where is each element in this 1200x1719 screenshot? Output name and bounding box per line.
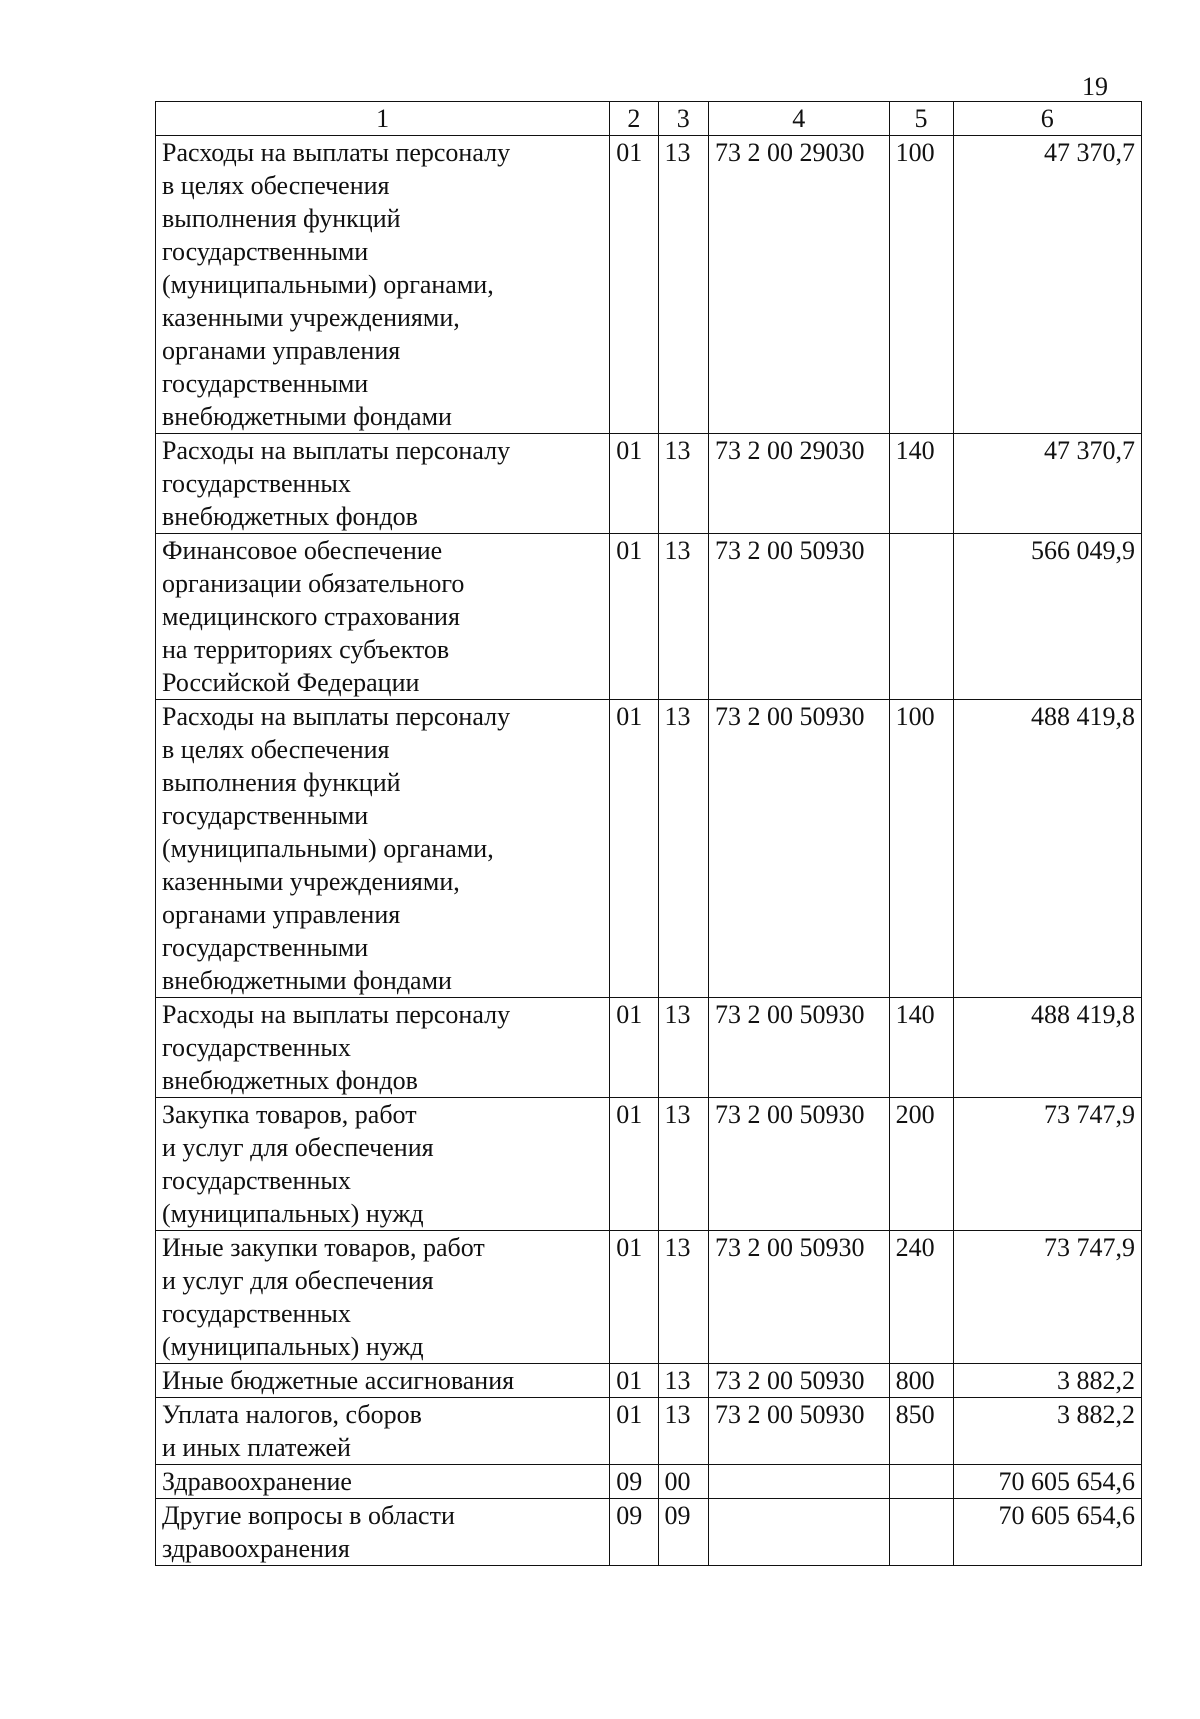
amount-cell: 70 605 654,6 [953, 1499, 1141, 1566]
table-row [156, 1499, 1142, 1566]
target-article-cell: 73 2 00 50930 [708, 998, 889, 1098]
expense-name-line: государственных [162, 1166, 351, 1195]
target-article-cell: 73 2 00 29030 [708, 434, 889, 534]
expense-name-cell [156, 1465, 610, 1499]
expense-type-cell: 800 [889, 1364, 953, 1398]
expense-name-line: Расходы на выплаты персоналу [162, 702, 511, 731]
expense-name-line: на территориях субъектов [162, 635, 450, 664]
amount-cell: 488 419,8 [953, 998, 1141, 1098]
expense-name-line: Финансовое обеспечение [162, 536, 443, 565]
expense-name-line: Закупка товаров, работ [162, 1100, 417, 1129]
expense-name-line: здравоохранения [162, 1534, 350, 1563]
expense-name-line: (муниципальных) нужд [162, 1332, 424, 1361]
expense-name-cell [156, 136, 610, 434]
amount-cell: 566 049,9 [953, 534, 1141, 700]
target-article-cell: 73 2 00 50930 [708, 1231, 889, 1364]
section-cell: 09 [610, 1499, 658, 1566]
expense-name-line: в целях обеспечения [162, 735, 390, 764]
header-col-3: 3 [658, 102, 708, 136]
table-row [156, 1398, 1142, 1465]
expense-name-line: внебюджетными фондами [162, 966, 452, 995]
subsection-cell: 13 [658, 534, 708, 700]
section-cell: 01 [610, 136, 658, 434]
header-col-6: 6 [953, 102, 1141, 136]
table-row [156, 1465, 1142, 1499]
section-cell: 09 [610, 1465, 658, 1499]
expense-name-line: Расходы на выплаты персоналу [162, 1000, 511, 1029]
header-col-1: 1 [156, 102, 610, 136]
section-cell: 01 [610, 1364, 658, 1398]
expense-name-line: государственными [162, 933, 369, 962]
section-cell: 01 [610, 534, 658, 700]
expense-name-line: Расходы на выплаты персоналу [162, 436, 511, 465]
expense-type-cell [889, 1465, 953, 1499]
expense-name-cell [156, 1364, 610, 1398]
amount-cell: 3 882,2 [953, 1398, 1141, 1465]
subsection-cell: 13 [658, 136, 708, 434]
target-article-cell: 73 2 00 50930 [708, 1364, 889, 1398]
expense-name-line: внебюджетными фондами [162, 402, 452, 431]
header-col-2: 2 [610, 102, 658, 136]
expense-name-line: внебюджетных фондов [162, 1066, 418, 1095]
table-row [156, 1364, 1142, 1398]
target-article-cell: 73 2 00 50930 [708, 700, 889, 998]
amount-cell: 488 419,8 [953, 700, 1141, 998]
expense-name-line: Иные закупки товаров, работ [162, 1233, 485, 1262]
subsection-cell: 09 [658, 1499, 708, 1566]
expense-name-line: (муниципальных) нужд [162, 1199, 424, 1228]
table-row [156, 700, 1142, 998]
expense-name-line: организации обязательного [162, 569, 465, 598]
expense-name-line: (муниципальными) органами, [162, 834, 494, 863]
subsection-cell: 13 [658, 1098, 708, 1231]
expense-name-line: Иные бюджетные ассигнования [162, 1366, 515, 1395]
expense-name-line: выполнения функций [162, 204, 401, 233]
section-cell: 01 [610, 700, 658, 998]
expense-name-line: государственных [162, 1299, 351, 1328]
expense-name-line: государственными [162, 369, 369, 398]
expense-type-cell [889, 1499, 953, 1566]
target-article-cell: 73 2 00 50930 [708, 534, 889, 700]
expense-name-line: внебюджетных фондов [162, 502, 418, 531]
header-col-4: 4 [708, 102, 889, 136]
amount-cell: 47 370,7 [953, 136, 1141, 434]
target-article-cell: 73 2 00 29030 [708, 136, 889, 434]
expense-name-cell [156, 998, 610, 1098]
amount-cell: 73 747,9 [953, 1231, 1141, 1364]
expense-name-line: и услуг для обеспечения [162, 1266, 434, 1295]
amount-cell: 73 747,9 [953, 1098, 1141, 1231]
expense-name-line: Расходы на выплаты персоналу [162, 138, 511, 167]
table-row [156, 136, 1142, 434]
amount-cell: 70 605 654,6 [953, 1465, 1141, 1499]
budget-table [155, 101, 1142, 1566]
header-col-5: 5 [889, 102, 953, 136]
subsection-cell: 13 [658, 1364, 708, 1398]
table-row [156, 1098, 1142, 1231]
expense-name-line: медицинского страхования [162, 602, 460, 631]
table-body [156, 136, 1142, 1566]
section-cell: 01 [610, 1398, 658, 1465]
expense-name-line: в целях обеспечения [162, 171, 390, 200]
amount-cell: 47 370,7 [953, 434, 1141, 534]
expense-name-cell [156, 700, 610, 998]
table-row [156, 434, 1142, 534]
target-article-cell [708, 1465, 889, 1499]
section-cell: 01 [610, 1098, 658, 1231]
subsection-cell: 13 [658, 434, 708, 534]
expense-name-line: Здравоохранение [162, 1467, 352, 1496]
expense-type-cell: 200 [889, 1098, 953, 1231]
expense-name-line: казенными учреждениями, [162, 303, 460, 332]
expense-type-cell: 850 [889, 1398, 953, 1465]
expense-name-line: государственными [162, 237, 369, 266]
section-cell: 01 [610, 998, 658, 1098]
subsection-cell: 13 [658, 1398, 708, 1465]
expense-name-line: Другие вопросы в области [162, 1501, 455, 1530]
expense-name-line: государственными [162, 801, 369, 830]
target-article-cell: 73 2 00 50930 [708, 1098, 889, 1231]
header-row [156, 102, 1142, 136]
target-article-cell [708, 1499, 889, 1566]
table-row [156, 534, 1142, 700]
expense-type-cell: 240 [889, 1231, 953, 1364]
section-cell: 01 [610, 1231, 658, 1364]
amount-cell: 3 882,2 [953, 1364, 1141, 1398]
expense-type-cell: 140 [889, 434, 953, 534]
subsection-cell: 13 [658, 1231, 708, 1364]
expense-name-line: органами управления [162, 900, 401, 929]
expense-type-cell: 140 [889, 998, 953, 1098]
subsection-cell: 13 [658, 998, 708, 1098]
target-article-cell: 73 2 00 50930 [708, 1398, 889, 1465]
expense-name-line: и услуг для обеспечения [162, 1133, 434, 1162]
expense-name-line: и иных платежей [162, 1433, 351, 1462]
table-header [156, 102, 1142, 136]
expense-name-line: Российской Федерации [162, 668, 420, 697]
page-number: 19 [1082, 72, 1108, 101]
subsection-cell: 00 [658, 1465, 708, 1499]
table-row [156, 1231, 1142, 1364]
expense-name-line: государственных [162, 469, 351, 498]
expense-type-cell: 100 [889, 700, 953, 998]
expense-name-line: Уплата налогов, сборов [162, 1400, 422, 1429]
expense-name-line: органами управления [162, 336, 401, 365]
expense-name-cell [156, 434, 610, 534]
expense-name-line: казенными учреждениями, [162, 867, 460, 896]
expense-name-cell [156, 1231, 610, 1364]
expense-type-cell [889, 534, 953, 700]
table-row [156, 998, 1142, 1098]
subsection-cell: 13 [658, 700, 708, 998]
expense-name-cell [156, 1398, 610, 1465]
expense-name-line: (муниципальными) органами, [162, 270, 494, 299]
expense-name-cell [156, 1098, 610, 1231]
section-cell: 01 [610, 434, 658, 534]
expense-name-line: выполнения функций [162, 768, 401, 797]
expense-type-cell: 100 [889, 136, 953, 434]
expense-name-line: государственных [162, 1033, 351, 1062]
expense-name-cell [156, 534, 610, 700]
expense-name-cell [156, 1499, 610, 1566]
